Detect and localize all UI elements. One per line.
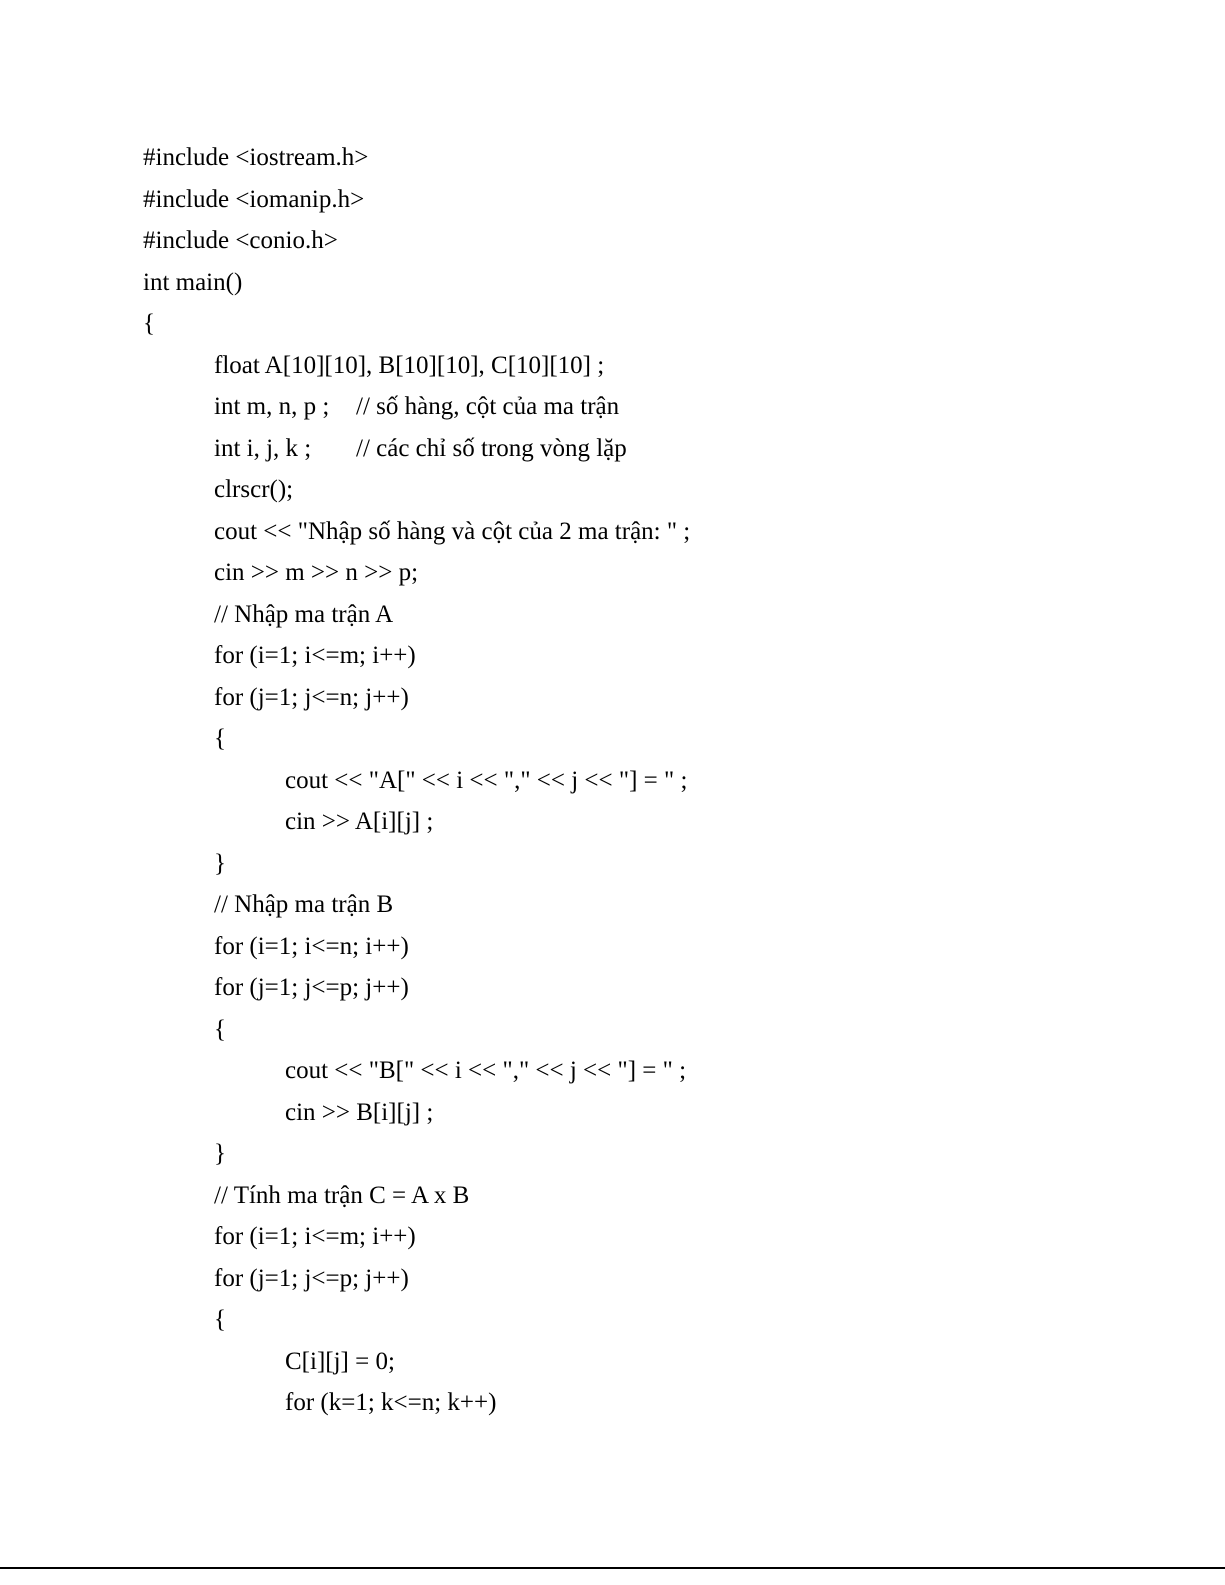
code-line [0,303,1225,345]
code-text: #include <iomanip.h> [143,185,365,213]
code-text: } [214,1140,226,1167]
code-line [0,1009,1225,1051]
code-line [0,1175,1225,1217]
code-comment: // số hàng, cột của ma trận [356,393,620,420]
code-text: C[i][j] = 0; [285,1347,395,1375]
code-text: #include <iostream.h> [143,144,369,171]
code-line [0,926,1225,968]
code-text: { [143,310,155,337]
code-line [0,1341,1225,1383]
code-text: // Tính ma trận C = A x B [214,1181,470,1209]
code-text: cout << "Nhập số hàng và cột của 2 ma trận: " ; [214,517,691,545]
code-line [0,843,1225,885]
code-line [0,428,1225,470]
code-text: for (i=1; i<=m; i++) [214,642,416,669]
code-text: for (j=1; j<=p; j++) [214,1264,409,1292]
code-line [0,179,1225,221]
code-text: { [214,725,226,752]
code-listing [0,137,1225,1424]
code-line [0,262,1225,304]
code-line [0,1133,1225,1175]
code-line [0,345,1225,387]
code-text: cout << "B[" << i << "," << j << "] = " ; [285,1057,687,1084]
code-text: { [214,1306,226,1333]
code-text: cin >> B[i][j] ; [285,1098,434,1126]
code-text: for (i=1; i<=m; i++) [214,1223,416,1250]
code-text: clrscr(); [214,476,294,503]
code-line [0,1092,1225,1134]
code-line [0,760,1225,802]
code-text: cout << "A[" << i << "," << j << "] = " ; [285,766,688,794]
code-text: } [214,849,226,877]
code-text: cin >> m >> n >> p; [214,559,419,586]
code-line [0,1382,1225,1424]
code-line [0,718,1225,760]
code-text: for (k=1; k<=n; k++) [285,1389,497,1416]
code-line [0,220,1225,262]
code-line [0,1050,1225,1092]
code-text: float A[10][10], B[10][10], C[10][10] ; [214,351,605,379]
code-line [0,677,1225,719]
code-text: int i, j, k ; [214,434,312,462]
code-line [0,801,1225,843]
code-line [0,1258,1225,1300]
code-text: for (j=1; j<=n; j++) [214,683,409,711]
code-line [0,469,1225,511]
code-line [0,137,1225,179]
code-text: cin >> A[i][j] ; [285,808,434,835]
code-comment: // các chỉ số trong vòng lặp [356,434,627,462]
code-text: // Nhập ma trận B [214,891,394,918]
code-line [0,635,1225,677]
code-line [0,884,1225,926]
code-line [0,967,1225,1009]
page-bottom-rule [0,1567,1225,1569]
code-text: int m, n, p ; [214,393,330,420]
code-line [0,1299,1225,1341]
code-line [0,594,1225,636]
code-text: int main() [143,268,243,296]
code-line [0,552,1225,594]
code-text: for (j=1; j<=p; j++) [214,974,409,1001]
code-line [0,1216,1225,1258]
code-line [0,511,1225,553]
code-text: for (i=1; i<=n; i++) [214,932,409,960]
code-text: #include <conio.h> [143,227,338,254]
code-text: { [214,1015,226,1043]
code-text: // Nhập ma trận A [214,600,394,628]
code-line [0,386,1225,428]
